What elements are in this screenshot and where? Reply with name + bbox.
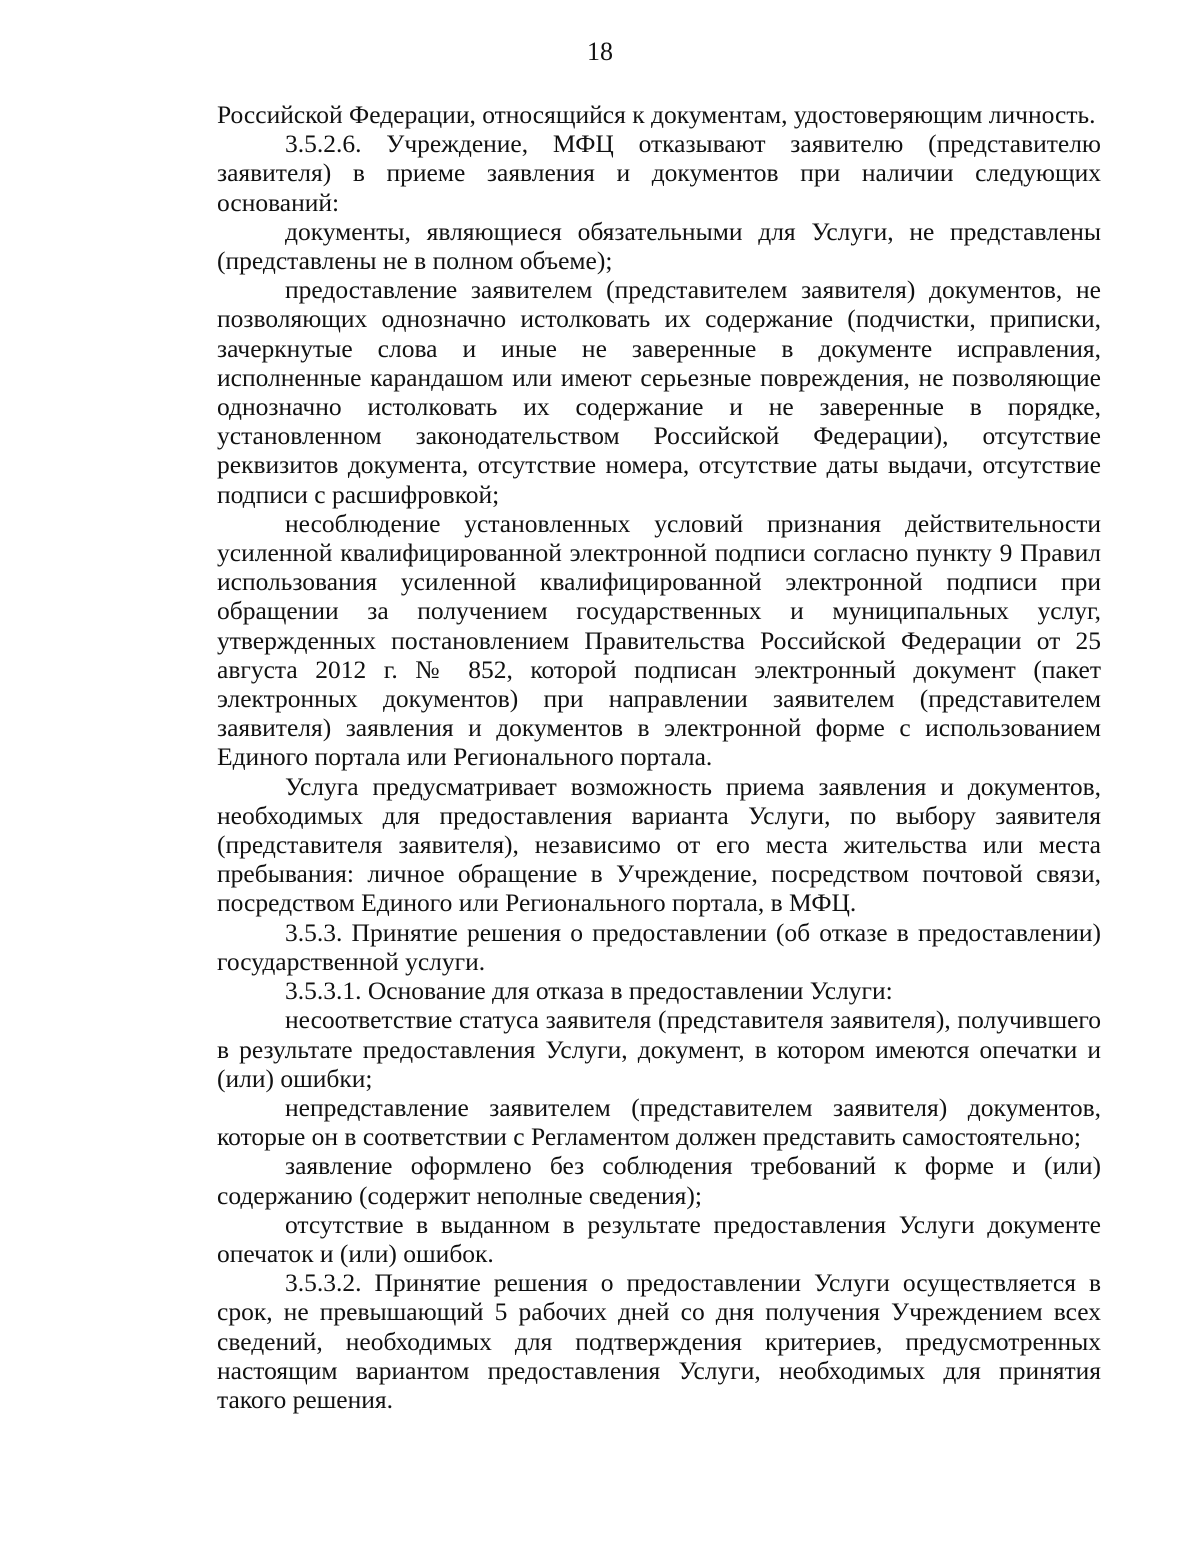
paragraph: 3.5.2.6. Учреждение, МФЦ отказывают заявителю (представителю заявителя) в приеме заявления и документов при наличии следующих оснований: (217, 129, 1101, 217)
document-body (217, 100, 1101, 1414)
paragraph: непредставление заявителем (представителем заявителя) документов, которые он в соответствии с Регламентом должен представить самостоятельно; (217, 1092, 1101, 1152)
page-number: 18 (587, 37, 613, 66)
paragraph: 3.5.3.2. Принятие решения о предоставлении Услуги осуществляется в срок, не превышающий 5 рабочих дней со дня получения Учреждением всех сведений, необходимых для подтверждения критериев, предусмотренных настоящим вариантом предоставления Услуги, необходимых для принятия такого решения. (217, 1268, 1101, 1414)
paragraph: 3.5.3. Принятие решения о предоставлении (об отказе в предоставлении) государственной услуги. (217, 917, 1101, 976)
paragraph: несоответствие статуса заявителя (представителя заявителя), получившего в результате предоставления Услуги, документ, в котором имеются опечатки и (или) ошибки; (217, 1005, 1101, 1093)
paragraph: отсутствие в выданном в результате предоставления Услуги документе опечаток и (или) ошибок. (217, 1209, 1101, 1268)
paragraph: несоблюдение установленных условий признания действительности усиленной квалифицированной электронной подписи согласно пункту 9 Правил использования усиленной квалифицированной электронной подписи при обращении за получением государственных и муниципальных услуг, утвержденных постановлением Правительства Российской Федерации от 25 августа 2012 г. № 852, которой подписан электронный документ (пакет электронных документов) при направлении заявителем (представителем заявителя) заявления и документов в электронной форме с использованием Единого портала или Регионального портала. (217, 508, 1101, 772)
paragraph: Услуга предусматривает возможность приема заявления и документов, необходимых для предоставления варианта Услуги, по выбору заявителя (представителя заявителя), независимо от его места жительства или места пребывания: личное обращение в Учреждение, посредством почтовой связи, посредством Единого или Регионального портала, в МФЦ. (217, 771, 1101, 918)
paragraph: 3.5.3.1. Основание для отказа в предоставлении Услуги: (285, 976, 893, 1006)
paragraph: заявление оформлено без соблюдения требований к форме и (или) содержанию (содержит неполные сведения); (217, 1151, 1101, 1210)
paragraph: документы, являющиеся обязательными для Услуги, не представлены (представлены не в полном объеме); (217, 216, 1101, 276)
paragraph: Российской Федерации, относящийся к документам, удостоверяющим личность. (217, 100, 1096, 129)
paragraph: предоставление заявителем (представителем заявителя) документов, не позволяющих однозначно истолковать их содержание (подчистки, приписки, зачеркнутые слова и иные не заверенные в документе исправления, исполненные карандашом или имеют серьезные повреждения, не позволяющие однозначно истолковать их содержание и не заверенные в порядке, установленном законодательством Российской Федерации), отсутствие реквизитов документа, отсутствие номера, отсутствие даты выдачи, отсутствие подписи с расшифровкой; (217, 275, 1101, 509)
